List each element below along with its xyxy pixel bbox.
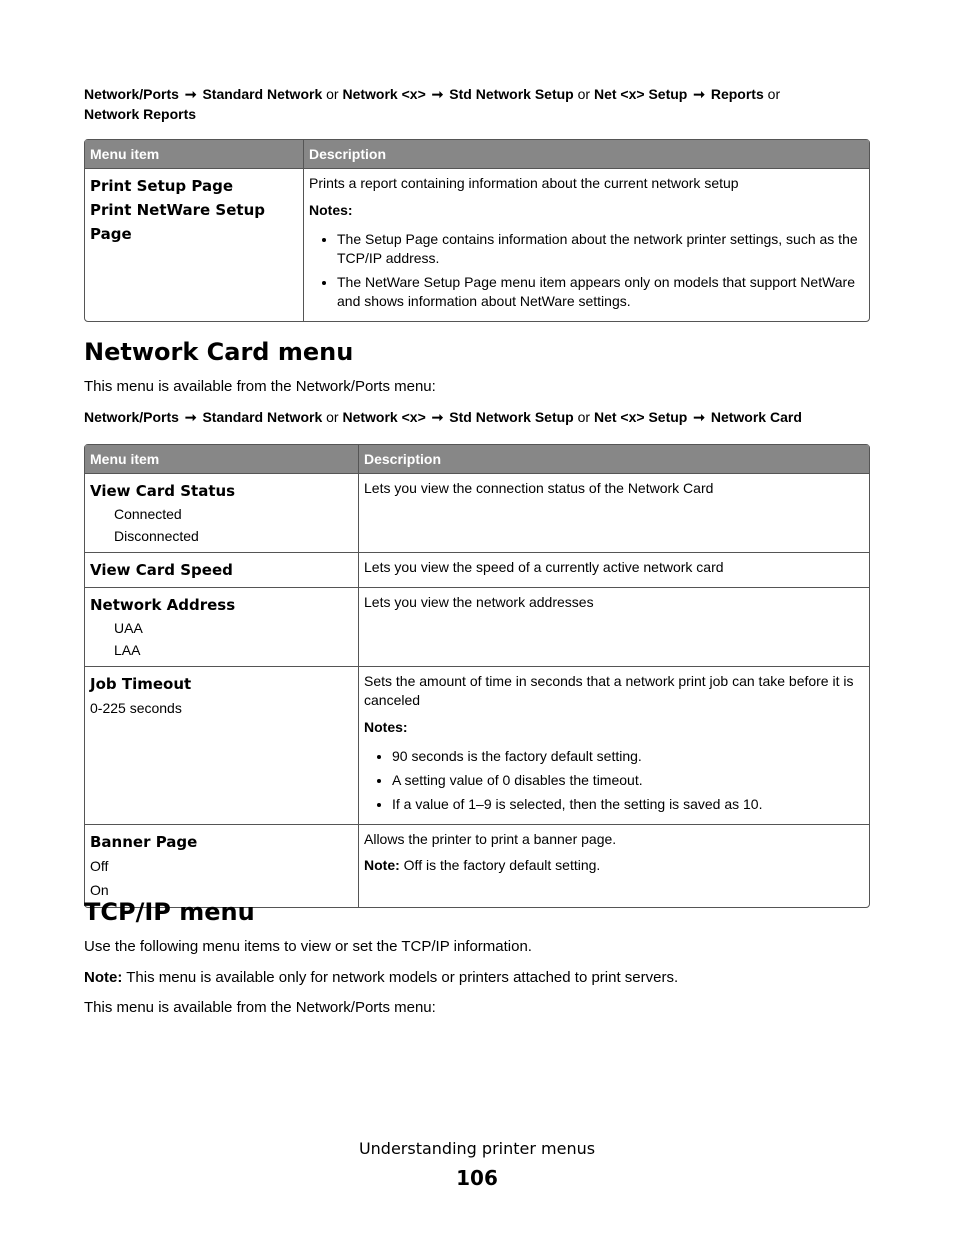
section-paragraph: This menu is available from the Network/Ports menu: bbox=[84, 999, 436, 1016]
notes-list bbox=[364, 747, 864, 814]
notes-label: Notes: bbox=[364, 719, 408, 735]
menu-item-option: UAA bbox=[114, 620, 143, 636]
table-row bbox=[85, 552, 869, 587]
menu-item-name: Job Timeout bbox=[90, 675, 192, 693]
menu-item-cell bbox=[85, 169, 303, 321]
note-line bbox=[364, 856, 864, 875]
description-text: Lets you view the speed of a currently active network card bbox=[364, 559, 724, 575]
path-segment: Network <x> bbox=[342, 409, 426, 425]
table-row bbox=[85, 824, 869, 907]
menu-item-cell bbox=[85, 552, 358, 587]
menu-item-cell bbox=[85, 587, 358, 666]
menu-item-value: On bbox=[90, 882, 109, 898]
page-number: 106 bbox=[456, 1166, 498, 1190]
list-item: • If a value of 1–9 is selected, then the setting is saved as 10. bbox=[392, 795, 864, 814]
path-segment: Network Reports bbox=[84, 106, 197, 122]
path-or: or bbox=[326, 409, 339, 425]
list-item: • The Setup Page contains information about the network printer settings, such as the TCP/IP address. bbox=[337, 230, 864, 268]
description-text: Sets the amount of time in seconds that a network print job can take before it is canceled bbox=[364, 673, 854, 708]
footer-section-label: Understanding printer menus bbox=[358, 1139, 596, 1158]
notes-list bbox=[309, 230, 864, 311]
arrow-icon: ➞ bbox=[431, 409, 444, 425]
menu-item-option: Disconnected bbox=[114, 528, 199, 544]
reports-menu-table bbox=[84, 139, 870, 322]
note-text: Off is the factory default setting. bbox=[403, 857, 601, 873]
section-paragraph: Use the following menu items to view or set the TCP/IP information. bbox=[84, 938, 532, 955]
column-header-description: Description bbox=[358, 445, 869, 474]
arrow-icon: ➞ bbox=[184, 409, 197, 425]
menu-item-name: Print NetWare Setup Page bbox=[90, 201, 265, 243]
column-header-description: Description bbox=[303, 140, 869, 169]
description-cell bbox=[358, 474, 869, 552]
table-row bbox=[85, 666, 869, 824]
menu-item-name: Network Address bbox=[90, 596, 236, 614]
section-heading: TCP/IP menu bbox=[84, 898, 255, 926]
path-segment: Std Network Setup bbox=[449, 409, 574, 425]
arrow-icon: ➞ bbox=[693, 409, 705, 425]
path-or: or bbox=[326, 86, 339, 102]
path-segment: Standard Network bbox=[202, 86, 323, 102]
menu-item-name: Banner Page bbox=[90, 833, 198, 851]
menu-path bbox=[84, 84, 874, 124]
list-item: • 90 seconds is the factory default setting. bbox=[392, 747, 864, 766]
path-segment: Network Card bbox=[710, 409, 802, 425]
path-segment: Standard Network bbox=[202, 409, 323, 425]
menu-item-name: Print Setup Page bbox=[90, 177, 234, 195]
path-segment: Std Network Setup bbox=[449, 86, 574, 102]
menu-item-cell bbox=[85, 666, 358, 824]
arrow-icon: ➞ bbox=[693, 86, 705, 102]
arrow-icon: ➞ bbox=[431, 86, 444, 102]
list-item: • The NetWare Setup Page menu item appears only on models that support NetWare and shows information about NetWare settings. bbox=[337, 273, 864, 311]
path-segment: Net <x> Setup bbox=[593, 86, 688, 102]
path-or: or bbox=[767, 86, 781, 102]
column-header-menu-item: Menu item bbox=[85, 140, 303, 169]
path-segment: Reports bbox=[710, 86, 764, 102]
menu-path bbox=[84, 407, 884, 427]
menu-item-option: LAA bbox=[114, 642, 141, 658]
menu-item-name: View Card Status bbox=[90, 482, 236, 500]
description-text: Lets you view the connection status of the Network Card bbox=[364, 480, 714, 496]
network-card-menu-table bbox=[84, 444, 870, 908]
list-item: • A setting value of 0 disables the timeout. bbox=[392, 771, 864, 790]
section-heading: Network Card menu bbox=[84, 338, 354, 366]
notes-label: Notes: bbox=[309, 202, 353, 218]
note-text: This menu is available only for network models or printers attached to print servers. bbox=[126, 969, 679, 986]
menu-item-value: 0-225 seconds bbox=[90, 700, 182, 716]
arrow-icon: ➞ bbox=[184, 86, 197, 102]
table-row bbox=[85, 169, 869, 321]
description-text: Lets you view the network addresses bbox=[364, 594, 594, 610]
description-cell bbox=[358, 666, 869, 824]
menu-item-option: Connected bbox=[114, 506, 182, 522]
description-cell bbox=[358, 824, 869, 907]
description-text: Prints a report containing information about the current network setup bbox=[309, 175, 739, 191]
column-header-menu-item: Menu item bbox=[85, 445, 358, 474]
description-text: Allows the printer to print a banner page. bbox=[364, 831, 617, 847]
description-cell bbox=[358, 552, 869, 587]
table-row bbox=[85, 587, 869, 666]
section-intro: This menu is available from the Network/Ports menu: bbox=[84, 378, 436, 395]
path-segment: Network/Ports bbox=[84, 86, 179, 102]
path-or: or bbox=[577, 86, 591, 102]
path-segment: Network/Ports bbox=[84, 409, 179, 425]
path-segment: Net <x> Setup bbox=[593, 409, 688, 425]
section-note bbox=[84, 968, 678, 988]
description-cell bbox=[303, 169, 869, 321]
description-cell bbox=[358, 587, 869, 666]
path-or: or bbox=[577, 409, 591, 425]
note-label: Note: bbox=[364, 857, 400, 873]
menu-item-name: View Card Speed bbox=[90, 561, 233, 579]
menu-item-value: Off bbox=[90, 858, 109, 874]
path-segment: Network <x> bbox=[342, 86, 426, 102]
menu-item-cell bbox=[85, 824, 358, 907]
table-row bbox=[85, 474, 869, 552]
note-label: Note: bbox=[84, 969, 123, 986]
menu-item-cell bbox=[85, 474, 358, 552]
